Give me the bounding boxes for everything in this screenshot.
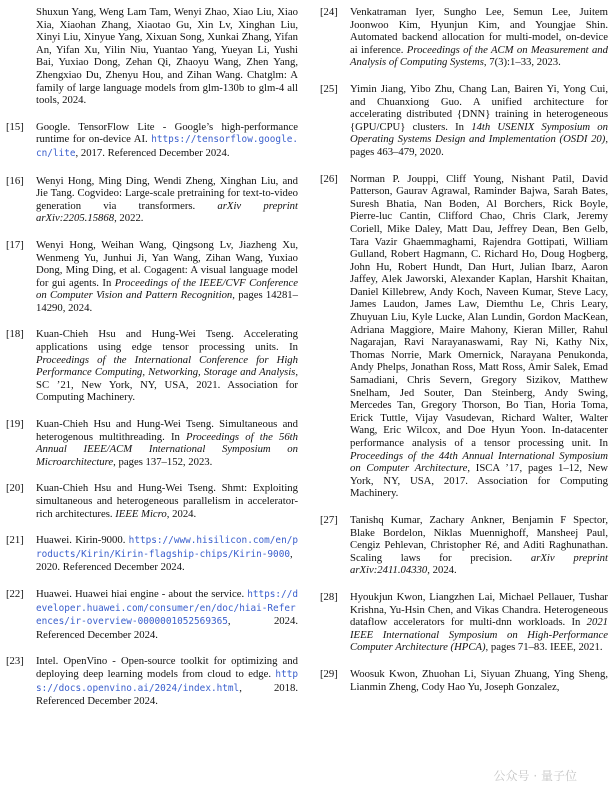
reference-segment: Yimin Jiang, Yibo Zhu, Chang Lan, Bairen Yi, Yong Cui, and Chuanxiong Guo. A unified architecture for accelerating distributed {DNN} training in heterogeneous {GPU/CPU} clusters. In [350, 82, 608, 133]
reference-number: [16] [6, 174, 24, 187]
reference-segment: , 2018. Referenced December 2024. [36, 681, 298, 708]
reference-segment: Google. TensorFlow Lite - Google’s high-performance runtime for on-device AI. [36, 120, 298, 146]
venue-title: Proceedings of the ACM on Measurement and Analysis of Computing Systems [350, 43, 608, 69]
reference-link[interactable]: https://www.hisilicon.com/en/products/Kirin/Kirin-flagship-chips/Kirin-9000 [36, 535, 298, 560]
reference-text [350, 6, 608, 69]
reference-segment: , pages 14281–14290, 2024. [36, 289, 298, 314]
references-left-column [6, 6, 298, 722]
reference-segment: Huawei. Kirin-9000. [36, 534, 129, 547]
reference-number: [27] [320, 513, 338, 526]
reference-segment: Huawei. Huawei hiai engine - about the service. [36, 587, 248, 600]
reference-entry [6, 418, 298, 468]
reference-segment: , 7(3):1–33, 2023. [483, 56, 561, 69]
venue-title: arXiv preprint arXiv:2205.15868 [36, 199, 298, 225]
reference-segment: Intel. OpenVino - Open-source toolkit for optimizing and deploying deep learning models from cloud to edge. [36, 655, 298, 680]
venue-title: arXiv preprint arXiv:2411.04330 [350, 551, 608, 577]
reference-segment: , pages 463–479, 2020. [350, 133, 608, 158]
reference-number: [21] [6, 534, 24, 547]
reference-text [36, 328, 298, 404]
reference-text [350, 591, 608, 654]
reference-text [36, 482, 298, 520]
reference-number: [17] [6, 238, 24, 251]
reference-segment: Wenyi Hong, Weihan Wang, Qingsong Lv, Jiazheng Xu, Wenmeng Yu, Junhui Ji, Yan Wang, Zihan Wang, Yuxiao Dong, Ming Ding, et al. Cogagent: A visual language model for gui agents. In [36, 238, 298, 289]
reference-segment: Tanishq Kumar, Zachary Ankner, Benjamin F Spector, Blake Bordelon, Niklas Muennighoff, Mansheej Paul, Cengiz Pehlevan, Christopher Ré, and Aditi Raghunathan. Scaling laws for precision. [350, 513, 608, 564]
reference-entry [6, 328, 298, 404]
reference-link[interactable]: https://docs.openvino.ai/2024/index.html [36, 668, 298, 694]
reference-entry [320, 591, 608, 654]
reference-entry [6, 239, 298, 315]
reference-segment: Kuan-Chieh Hsu and Hung-Wei Tseng. Shmt: Exploiting simultaneous and heterogeneous parallelism in accelerator-rich architectures. [36, 482, 298, 520]
reference-segment: Norman P. Jouppi, Cliff Young, Nishant Patil, David Patterson, Gaurav Agrawal, Raminder Bajwa, Sarah Bates, Suresh Bhatia, Nan Boden, Al Borchers, Rick Boyle, Pierre-luc Cantin, Clifford Chao, Chris Clark, Jeremy Coriell, Mike Daley, Matt Dau, Jeffrey Dean, Ben Gelb, Tara Vazir Ghaemmaghami, Rajendra Gottipati, William Gulland, Robert Hagmann, C. Richard Ho, Doug Hogberg, John Hu, Robert Hundt, Dan Hurt, Julian Ibarz, Aaron Jaffey, Alek Jaworski, Alexander Kaplan, Harshit Khaitan, Daniel Killebrew, Andy Koch, Naveen Kumar, Steve Lacy, James Laudon, James Law, Diemthu Le, Chris Leary, Zhuyuan Liu, Kyle Lucke, Alan Lundin, Gordon MacKean, Adriana Maggiore, Maire Mahony, Kieran Miller, Rahul Nagarajan, Ravi Narayanaswami, Ray Ni, Kathy Nix, Thomas Norrie, Mark Omernick, Narayana Penukonda, Andy Phelps, Jonathan Ross, Matt Ross, Amir Salek, Emad Samadiani, Chris Severn, Gregory Sizikov, Matthew Snelham, Jed Souter, Dan Steinberg, Andy Swing, Mercedes Tan, Gregory Thorson, Bo Tian, Horia Toma, Erick Tuttle, Vijay Vasudevan, Richard Walter, Walter Wang, Eric Wilcox, and Doe Hyun Yoon. In-datacenter performance analysis of a tensor processing unit. In [350, 172, 608, 449]
reference-number: [28] [320, 590, 338, 603]
reference-number: [25] [320, 82, 338, 95]
reference-segment: , 2024. Referenced December 2024. [36, 615, 298, 641]
reference-segment: Kuan-Chieh Hsu and Hung-Wei Tseng. Simultaneous and heterogenous multithreading. In [36, 418, 298, 443]
references-right-column [320, 6, 608, 707]
reference-link[interactable]: https://tensorflow.google.cn/lite [36, 134, 298, 159]
reference-link[interactable]: https://developer.huawei.com/consumer/en/doc/hiai-References/ir-overview-0000001052569365 [36, 588, 298, 628]
reference-number: [18] [6, 328, 24, 341]
reference-segment: , pages 137–152, 2023. [113, 455, 213, 468]
reference-segment: Kuan-Chieh Hsu and Hung-Wei Tseng. Accelerating applications using edge tensor processing units. In [36, 328, 298, 354]
reference-segment: Wenyi Hong, Ming Ding, Wendi Zheng, Xinghan Liu, and Jie Tang. Cogvideo: Large-scale pretraining for text-to-video generation via transformers. [36, 174, 298, 212]
reference-number: [23] [6, 655, 24, 668]
venue-title: IEEE Micro [115, 507, 167, 520]
reference-entry [6, 655, 298, 707]
reference-segment: , 2024. [427, 564, 457, 577]
reference-segment: , 2022. [114, 212, 144, 225]
venue-title: Proceedings of the IEEE/CVF Conference on Computer Vision and Pattern Recognition [36, 276, 298, 302]
watermark: 公众号 · 量子位 [493, 769, 577, 783]
reference-entry [6, 588, 298, 641]
venue-title: Proceedings of the International Conference for High Performance Computing, Networking, Storage and Analysis [36, 353, 298, 379]
reference-segment: , pages 71–83. IEEE, 2021. [485, 641, 603, 654]
reference-segment: , 2020. Referenced December 2024. [36, 547, 293, 574]
reference-number: [15] [6, 120, 24, 133]
venue-title: 2021 IEEE International Symposium on High-Performance Computer Architecture (HPCA) [350, 616, 608, 654]
reference-entry [320, 514, 608, 577]
reference-text [350, 83, 608, 159]
reference-segment: Hyoukjun Kwon, Liangzhen Lai, Michael Pellauer, Tushar Krishna, Yu-Hsin Chen, and Vikas Chandra. Heterogeneous dataflow accelerators for multi-dnn workloads. In [350, 590, 608, 629]
reference-segment: , SC ’21, New York, NY, USA, 2021. Association for Computing Machinery. [36, 366, 298, 404]
reference-text [350, 173, 608, 500]
reference-text [36, 121, 298, 161]
venue-title: Proceedings of the 44th Annual International Symposium on Computer Architecture [350, 449, 608, 475]
reference-entry [320, 83, 608, 159]
reference-entry [6, 175, 298, 225]
reference-text [36, 418, 298, 468]
venue-title: 14th USENIX Symposium on Operating Systems Design and Implementation (OSDI 20) [350, 120, 608, 146]
reference-segment: Venkatraman Iyer, Sungho Lee, Semun Lee, Juitem Joonwoo Kim, Hyunjun Kim, and Youngjae Shin. Automated backend allocation for multi-model, on-device ai inference. [350, 6, 608, 56]
reference-number: [22] [6, 587, 24, 600]
venue-title: Proceedings of the 56th Annual IEEE/ACM International Symposium on Microarchitecture [36, 430, 298, 468]
reference-number: [20] [6, 482, 24, 495]
reference-segment: , 2017. Referenced December 2024. [75, 146, 230, 159]
reference-entry [320, 6, 608, 69]
reference-text [36, 6, 298, 107]
reference-text [350, 668, 608, 693]
reference-text [36, 655, 298, 707]
reference-text [36, 588, 298, 641]
reference-entry [6, 6, 298, 107]
reference-segment: , 2024. [166, 507, 197, 520]
reference-text [350, 514, 608, 577]
reference-segment: , ISCA ’17, pages 1–12, New York, NY, USA, 2017. Association for Computing Machinery. [350, 462, 608, 500]
reference-entry [6, 534, 298, 574]
reference-number: [26] [320, 172, 338, 185]
reference-text [36, 175, 298, 225]
reference-segment: Shuxun Yang, Weng Lam Tam, Wenyi Zhao, Xiao Liu, Xiao Xia, Xiaohan Zhang, Xiaotao Gu, Xin Lv, Xinghan Liu, Xinyi Liu, Xinyue Yang, Xixuan Song, Xunkai Zhang, Yifan An, Yifan Xu, Yilin Niu, Yuantao Yang, Yueyan Li, Yushi Bai, Yuxiao Dong, Zehan Qi, Zhaoyu Wang, Zhen Yang, Zhengxiao Du, Zhenyu Hou, and Zihan Wang. Chatglm: A family of large language models from glm-130b to glm-4 all tools, 2024. [36, 6, 298, 107]
reference-entry [320, 668, 608, 693]
reference-number: [29] [320, 667, 338, 680]
reference-number: [19] [6, 418, 24, 431]
reference-segment: Woosuk Kwon, Zhuohan Li, Siyuan Zhuang, Ying Sheng, Lianmin Zheng, Cody Hao Yu, Joseph Gonzalez, [350, 667, 608, 693]
reference-entry [6, 482, 298, 520]
reference-number: [24] [320, 6, 338, 18]
reference-text [36, 239, 298, 315]
reference-text [36, 534, 298, 574]
reference-entry [6, 121, 298, 161]
reference-entry [320, 173, 608, 500]
